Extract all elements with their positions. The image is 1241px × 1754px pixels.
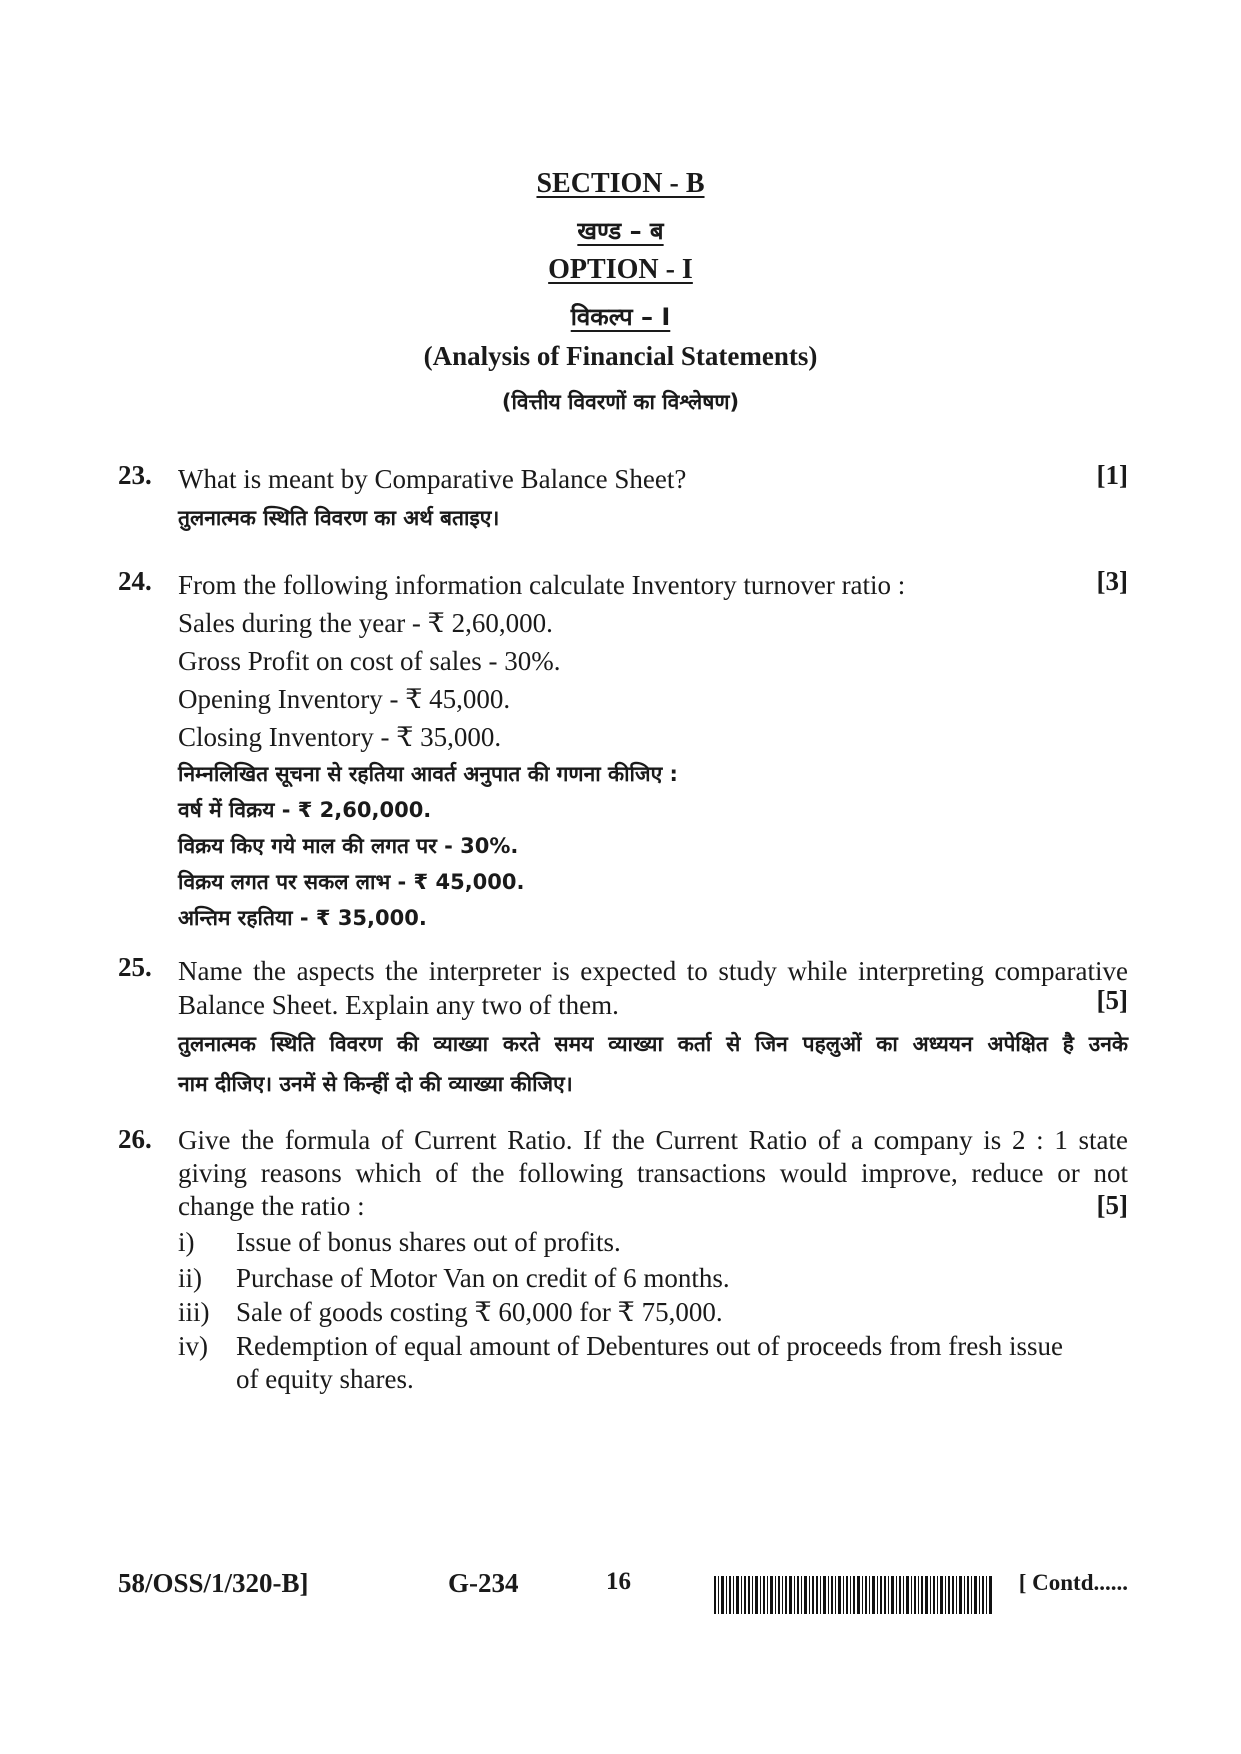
item-number: ii) — [178, 1263, 202, 1293]
page-footer — [118, 1568, 1128, 1608]
section-title-hindi: खण्ड – ब — [577, 217, 664, 245]
list-item — [178, 1329, 1128, 1363]
item-text: Issue of bonus shares out of profits. — [236, 1227, 621, 1257]
question-number: 25. — [118, 952, 152, 982]
list-item — [178, 1223, 1128, 1261]
item-number: iii) — [178, 1297, 210, 1327]
list-item — [178, 1295, 1128, 1329]
series-code: G-234 — [448, 1568, 519, 1598]
item-text: of equity shares. — [236, 1364, 414, 1394]
subject-title: (Analysis of Financial Statements) — [423, 341, 818, 371]
question-24 — [118, 566, 1128, 930]
question-number: 26. — [118, 1124, 152, 1154]
question-text: giving reasons which of the following transactions would improve, reduce or not — [178, 1158, 1128, 1188]
page-number: 16 — [606, 1568, 631, 1595]
question-text-hindi: तुलनात्मक स्थिति विवरण की व्याख्या करते समय व्याख्या कर्ता से जिन पहलुओं का अध्ययन अपेक्षित है उनके — [178, 1032, 1128, 1056]
question-23 — [118, 460, 1128, 540]
question-text-hindi: निम्नलिखित सूचना से रहतिया आवर्त अनुपात की गणना कीजिए : — [178, 762, 678, 786]
list-item — [178, 1261, 1128, 1295]
info-line-hindi: विक्रय किए गये माल की लगत पर - 30%. — [178, 834, 519, 858]
option-title-hindi: विकल्प – I — [570, 303, 671, 331]
barcode-icon — [714, 1576, 994, 1614]
question-marks: [5] — [1096, 1190, 1128, 1220]
info-line: Opening Inventory - ₹ 45,000. — [178, 684, 511, 714]
continued-marker: [ Contd...... — [1018, 1570, 1128, 1595]
info-line: Closing Inventory - ₹ 35,000. — [178, 722, 502, 752]
question-number: 23. — [118, 460, 152, 490]
question-marks: [5] — [1096, 985, 1128, 1015]
question-marks: [1] — [1096, 460, 1128, 490]
question-text: From the following information calculate Inventory turnover ratio : — [178, 570, 906, 600]
section-title: SECTION - B — [536, 168, 705, 199]
question-text: What is meant by Comparative Balance Sheet? — [178, 464, 687, 494]
list-item-continuation — [178, 1363, 1128, 1395]
item-text: Sale of goods costing ₹ 60,000 for ₹ 75,000. — [236, 1297, 723, 1327]
item-text: Redemption of equal amount of Debentures out of proceeds from fresh issue — [236, 1331, 1064, 1361]
info-line-hindi: वर्ष में विक्रय - ₹ 2,60,000. — [178, 798, 432, 822]
option-title: OPTION - I — [548, 254, 693, 285]
question-text: Name the aspects the interpreter is expected to study while interpreting comparative — [178, 956, 1128, 986]
info-line-hindi: अन्तिम रहतिया - ₹ 35,000. — [178, 906, 427, 930]
question-text: Balance Sheet. Explain any two of them. — [178, 990, 619, 1020]
item-text: Purchase of Motor Van on credit of 6 months. — [236, 1263, 730, 1293]
question-text: change the ratio : — [178, 1191, 365, 1221]
info-line: Gross Profit on cost of sales - 30%. — [178, 646, 561, 676]
question-text-hindi: नाम दीजिए। उनमें से किन्हीं दो की व्याख्या कीजिए। — [178, 1072, 573, 1096]
question-number: 24. — [118, 566, 152, 596]
question-text: Give the formula of Current Ratio. If the Current Ratio of a company is 2 : 1 state — [178, 1125, 1128, 1155]
item-number: iv) — [178, 1331, 208, 1361]
item-number: i) — [178, 1227, 195, 1257]
info-line: Sales during the year - ₹ 2,60,000. — [178, 608, 553, 638]
subject-title-hindi: (वित्तीय विवरणों का विश्लेषण) — [501, 390, 740, 414]
question-26 — [118, 1124, 1128, 1524]
question-marks: [3] — [1096, 566, 1128, 596]
paper-code: 58/OSS/1/320-B] — [118, 1568, 309, 1598]
question-text-hindi: तुलनात्मक स्थिति विवरण का अर्थ बताइए। — [178, 506, 500, 530]
info-line-hindi: विक्रय लगत पर सकल लाभ - ₹ 45,000. — [178, 870, 525, 894]
question-25 — [118, 952, 1128, 1096]
